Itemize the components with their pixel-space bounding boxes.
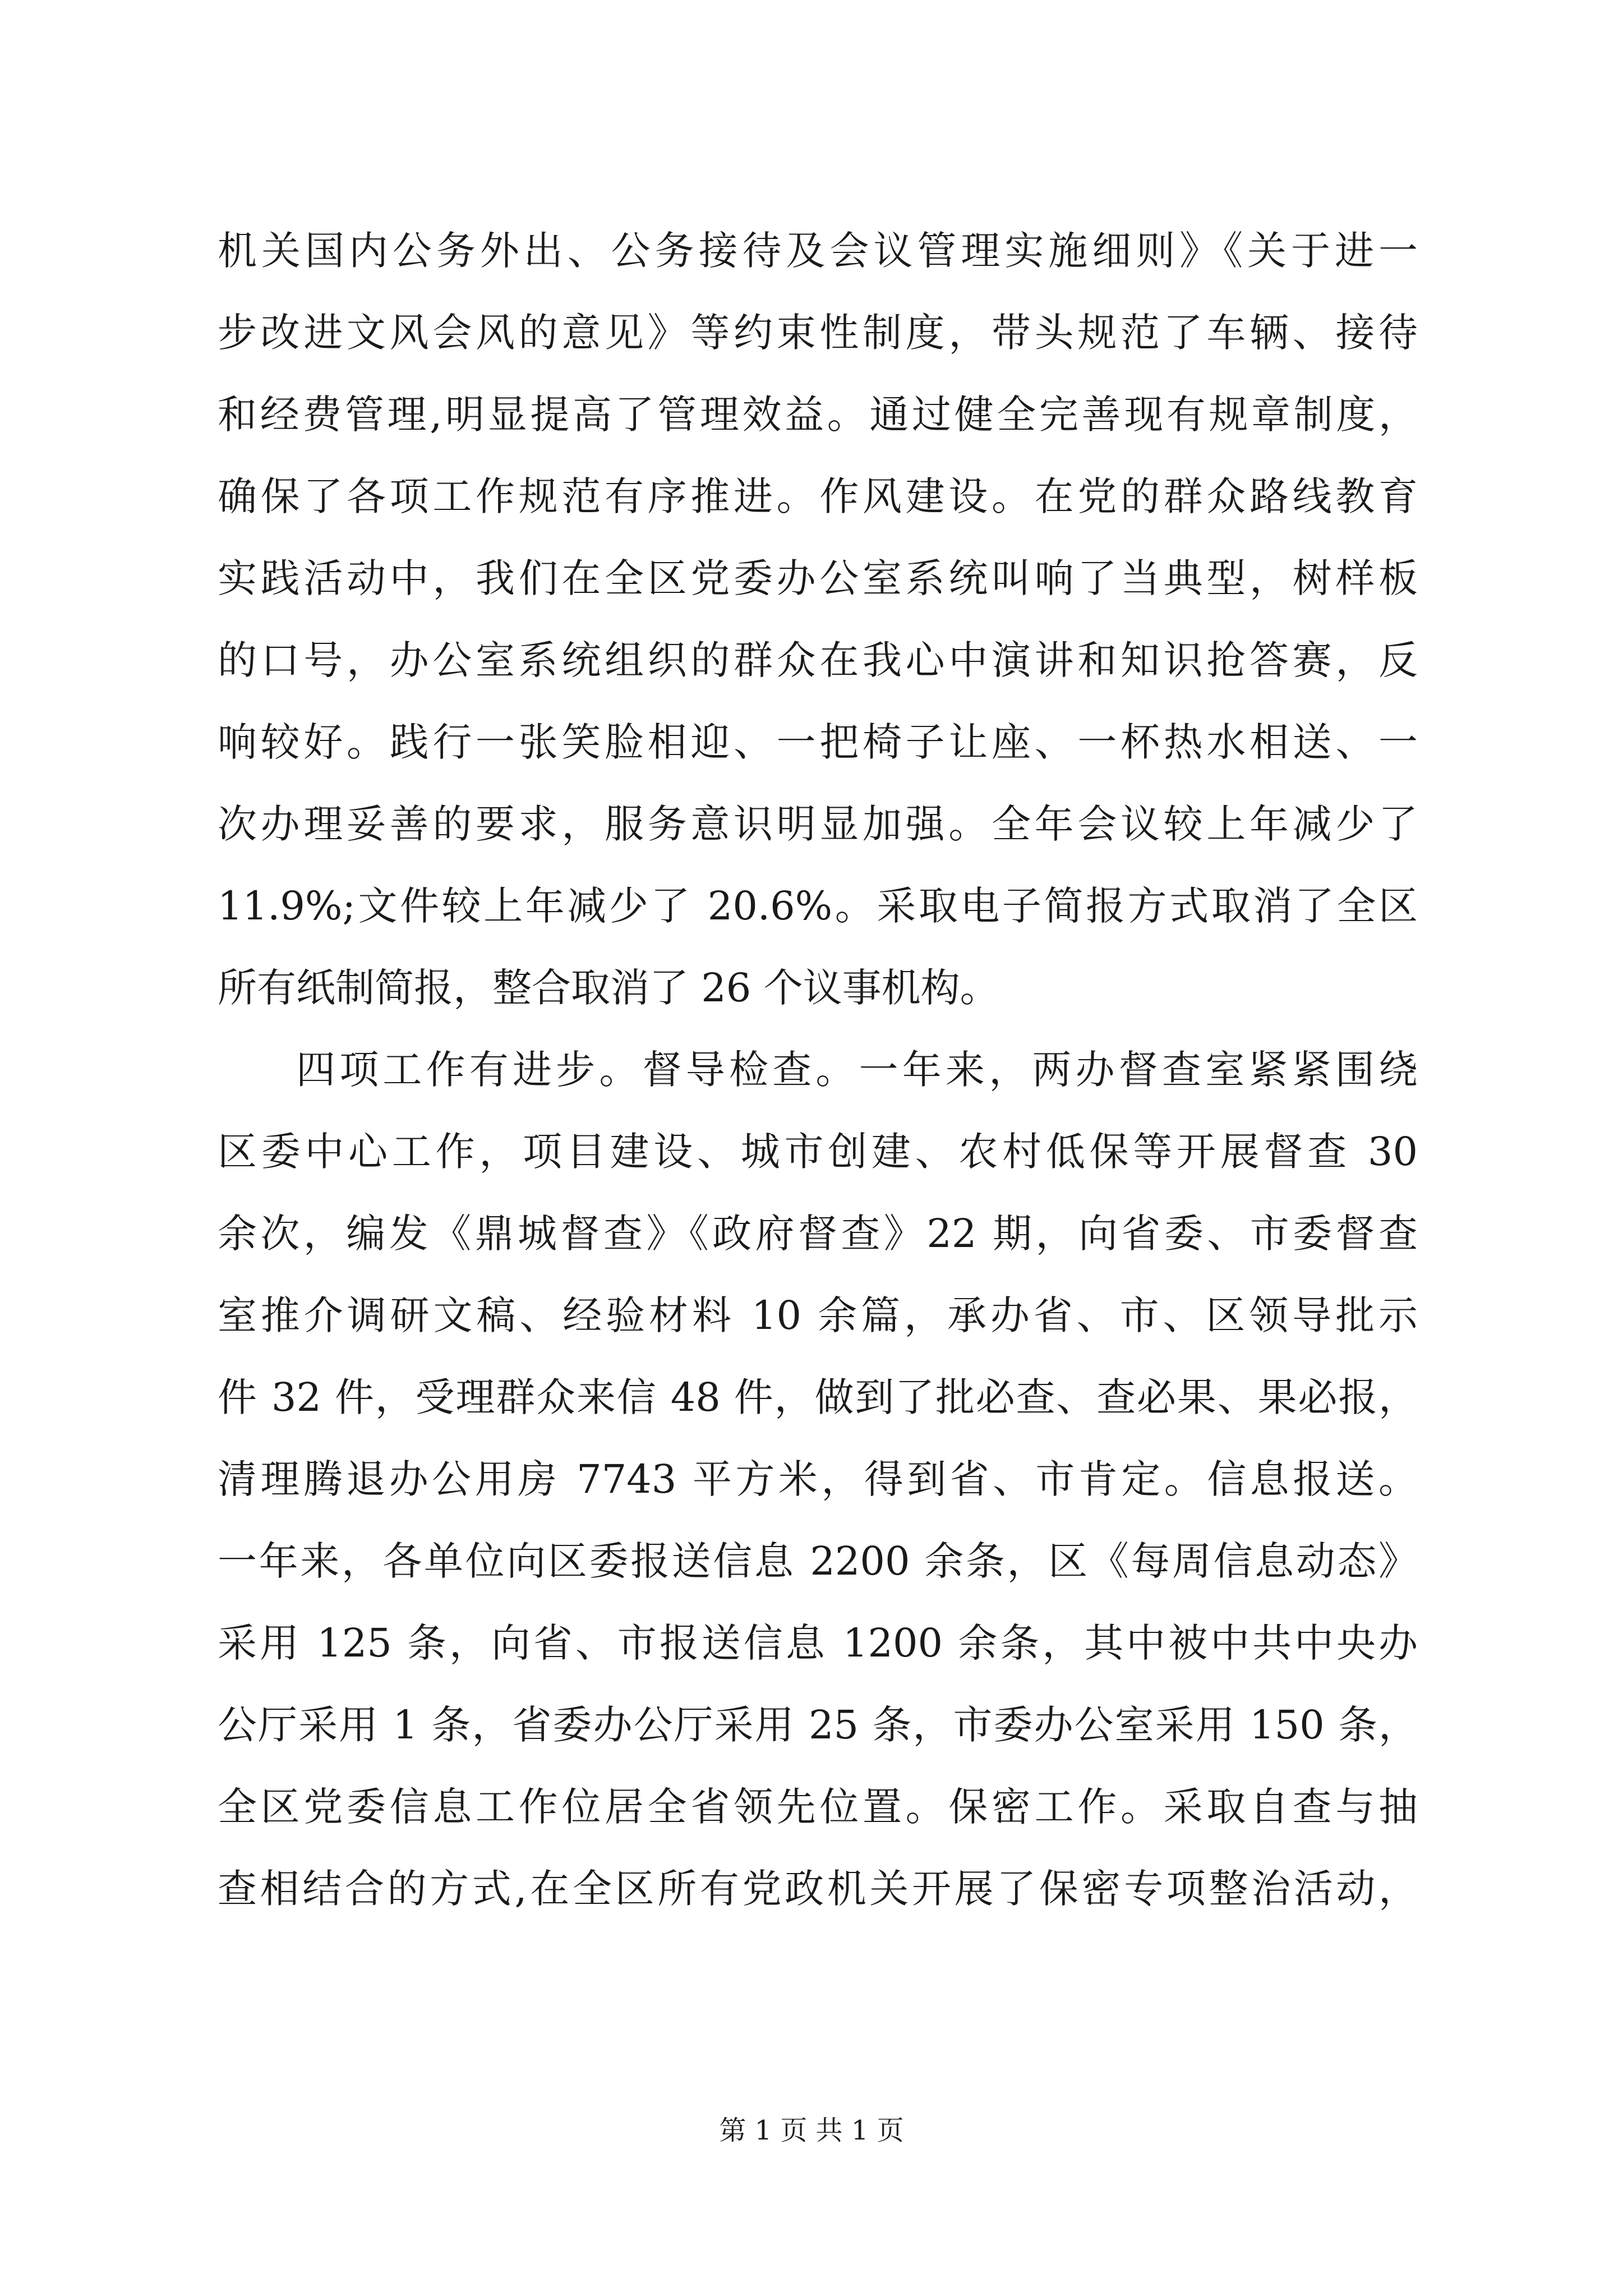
text-line: 一年来，各单位向区委报送信息 2200 余条，区《每周信息动态》 <box>218 1538 1418 1584</box>
text-line: 和经费管理,明显提高了管理效益。通过健全完善现有规章制度， <box>218 392 1418 438</box>
text-line: 所有纸制简报，整合取消了 26 个议事机构。 <box>218 965 999 1011</box>
text-line: 确保了各项工作规范有序推进。作风建设。在党的群众路线教育 <box>218 473 1418 519</box>
text-line: 步改进文风会风的意见》等约束性制度，带头规范了车辆、接待 <box>218 310 1418 356</box>
text-line: 实践活动中，我们在全区党委办公室系统叫响了当典型，树样板 <box>218 555 1418 601</box>
paragraph-continued <box>218 210 1418 1029</box>
text-line: 的口号，办公室系统组织的群众在我心中演讲和知识抢答赛，反 <box>218 637 1418 683</box>
page-footer: 第 1 页 共 1 页 <box>719 2115 904 2146</box>
paragraph-four-items <box>218 1029 1418 1930</box>
text-line: 四项工作有进步。督导检查。一年来，两办督查室紧紧围绕 <box>296 1047 1418 1093</box>
text-line: 全区党委信息工作位居全省领先位置。保密工作。采取自查与抽 <box>218 1784 1418 1830</box>
text-line: 件 32 件，受理群众来信 48 件，做到了批必查、查必果、果必报， <box>218 1374 1418 1420</box>
text-line: 采用 125 条，向省、市报送信息 1200 余条，其中被中共中央办 <box>218 1620 1418 1666</box>
text-line: 次办理妥善的要求，服务意识明显加强。全年会议较上年减少了 <box>218 801 1418 847</box>
text-line: 余次，编发《鼎城督查》《政府督查》22 期，向省委、市委督查 <box>218 1211 1418 1257</box>
text-line: 查相结合的方式,在全区所有党政机关开展了保密专项整治活动， <box>218 1866 1418 1912</box>
text-line: 区委中心工作，项目建设、城市创建、农村低保等开展督查 30 <box>218 1129 1418 1175</box>
text-line: 响较好。践行一张笑脸相迎、一把椅子让座、一杯热水相送、一 <box>218 719 1418 765</box>
document-body <box>218 210 1418 1930</box>
text-line: 室推介调研文稿、经验材料 10 余篇，承办省、市、区领导批示 <box>218 1292 1418 1338</box>
text-line: 11.9%;文件较上年减少了 20.6%。采取电子简报方式取消了全区 <box>218 883 1418 929</box>
text-line: 清理腾退办公用房 7743 平方米，得到省、市肯定。信息报送。 <box>218 1456 1418 1502</box>
text-line: 机关国内公务外出、公务接待及会议管理实施细则》《关于进一 <box>218 228 1418 274</box>
text-line: 公厅采用 1 条，省委办公厅采用 25 条，市委办公室采用 150 条， <box>218 1702 1418 1748</box>
